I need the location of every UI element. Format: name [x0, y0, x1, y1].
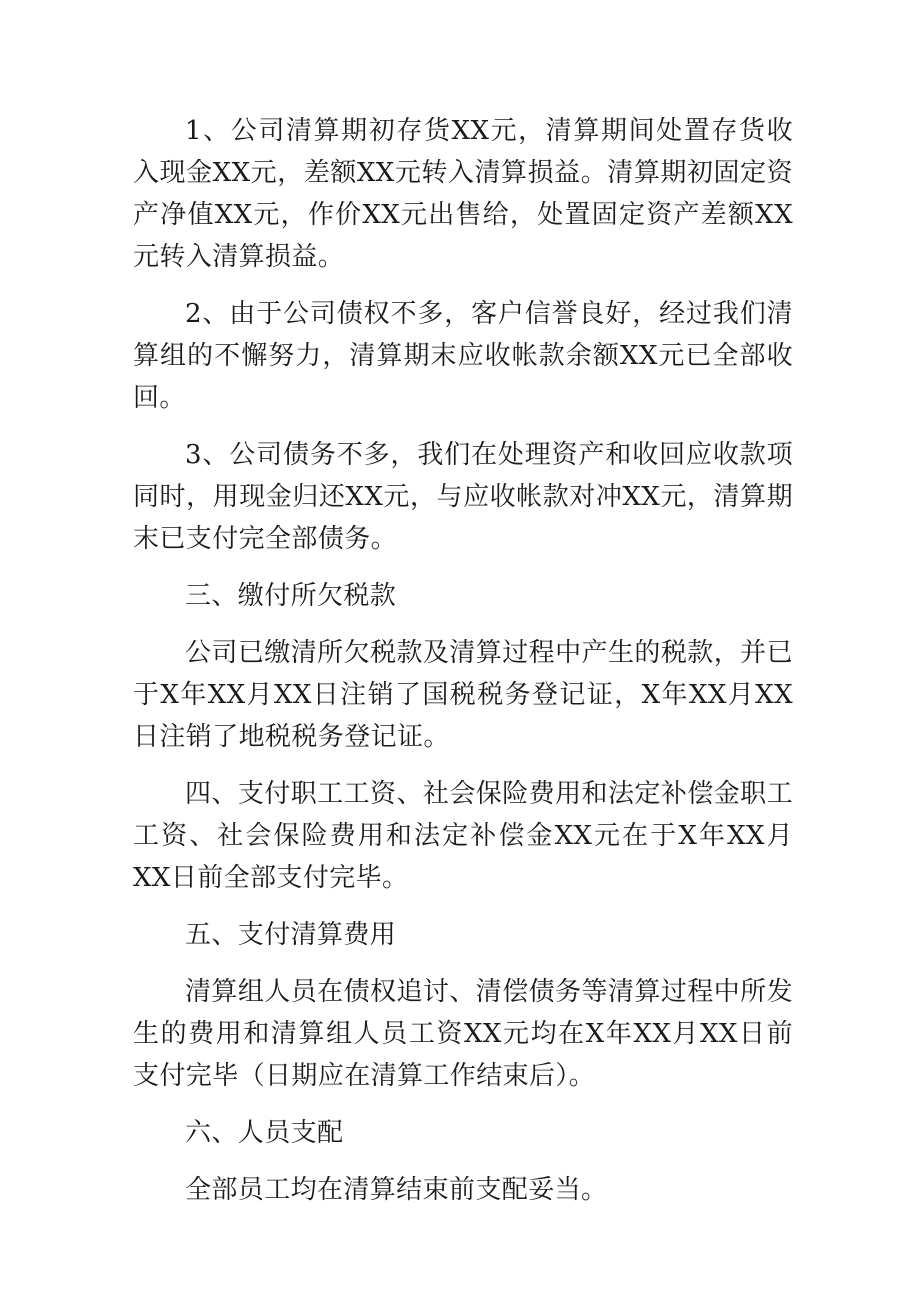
paragraph-staff: 全部员工均在清算结束前支配妥当。	[185, 1175, 608, 1205]
section-heading-taxes: 三、缴付所欠税款	[185, 581, 397, 611]
section-heading-staff: 六、人员支配	[185, 1118, 344, 1148]
paragraph-taxes: 公司已缴清所欠税款及清算过程中产生的税款，并已于X年XX月XX日注销了国税税务登记证，X年XX月XX日注销了地税税务登记证。	[133, 638, 793, 752]
paragraph-receivables: 2、由于公司债权不多，客户信誉良好，经过我们清算组的不懈努力，清算期末应收帐款余额XX元已全部收回。	[133, 299, 793, 413]
document-body	[133, 110, 793, 1226]
paragraph-wages: 四、支付职工工资、社会保险费用和法定补偿金职工工资、社会保险费用和法定补偿金XX元在于X年XX月XX日前全部支付完毕。	[133, 779, 793, 893]
paragraph-debts: 3、公司债务不多，我们在处理资产和收回应收款项同时，用现金归还XX元，与应收帐款对冲XX元，清算期末已支付完全部债务。	[133, 440, 793, 554]
section-heading-fees: 五、支付清算费用	[185, 920, 397, 950]
paragraph-inventory-assets: 1、公司清算期初存货XX元，清算期间处置存货收入现金XX元，差额XX元转入清算损益。清算期初固定资产净值XX元，作价XX元出售给，处置固定资产差额XX元转入清算损益。	[133, 116, 793, 272]
paragraph-fees: 清算组人员在债权追讨、清偿债务等清算过程中所发生的费用和清算组人员工资XX元均在X年XX月XX日前支付完毕（日期应在清算工作结束后）。	[133, 977, 793, 1091]
